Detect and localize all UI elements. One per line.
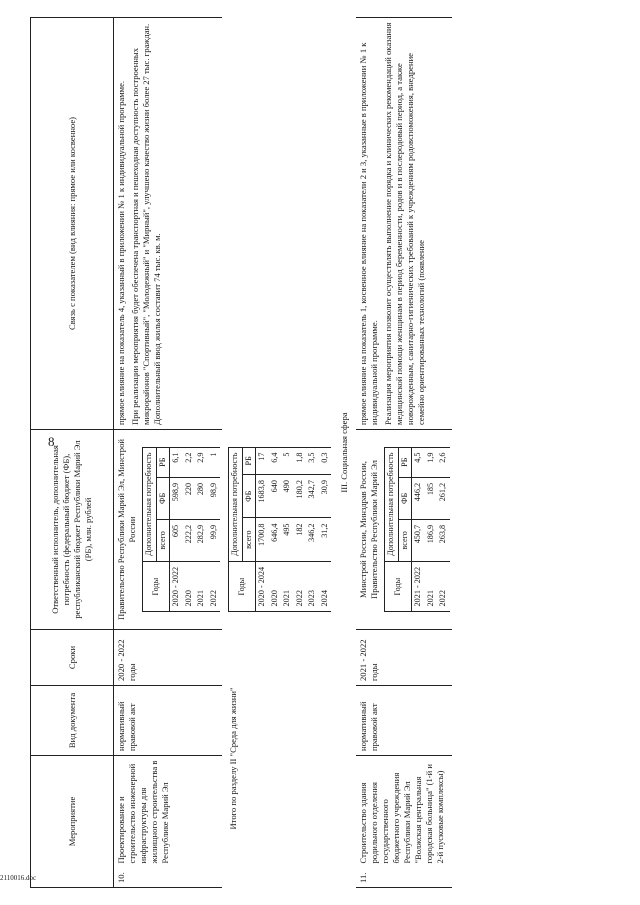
fund-rb: 4,5 — [412, 447, 425, 477]
fund-header-rb: РБ — [398, 447, 412, 477]
section-3-row — [333, 18, 356, 888]
fund-row — [437, 447, 450, 612]
header-activity: Мероприятие — [31, 756, 114, 888]
table-row-11 — [356, 18, 452, 888]
row10-executor-cell — [114, 430, 223, 630]
fund-year: 2022 — [437, 561, 450, 612]
row11-relation-p2: Реализация мероприятия позволит осуществлять выполнение порядка и клинических рекомендаций оказания медицинской помощи женщинам в период беременности, родов и в послеродовый период, а также новорожденным, санитарно-гигиенических требований к учреждениям родовспоможения, внедрение семейно ориентированных технологий (появление — [383, 22, 426, 425]
row11-funding-table — [384, 447, 450, 613]
row10-funding-table — [142, 447, 220, 613]
row11-executor-cell — [356, 430, 452, 630]
fund-header-years: Годы — [385, 561, 412, 612]
fund-header-need: Дополнительная потребность — [229, 447, 243, 561]
fund-year: 2020 — [269, 561, 282, 612]
row11-doc-type: нормативный правовой акт — [356, 686, 452, 756]
fund-rb: 6,1 — [170, 447, 183, 477]
row10-number: 10. — [114, 868, 223, 888]
itog-empty — [222, 18, 333, 430]
fund-fb: 30,9 — [319, 475, 332, 518]
row10-doc-type: нормативный правовой акт — [114, 686, 223, 756]
fund-fb: 185 — [425, 477, 438, 519]
fund-header-need: Дополнительная потребность — [385, 447, 399, 561]
fund-fb: 220 — [183, 477, 196, 519]
fund-year: 2024 — [319, 561, 332, 612]
fund-fb: 598,9 — [170, 477, 183, 519]
fund-fb: 98,9 — [208, 477, 221, 519]
header-term: Сроки — [31, 630, 114, 686]
header-executor: Ответственный исполнитель, дополнительная потребность (федеральный бюджет (ФБ), республиканский бюджет Республики Марий Эл (РБ), млн. рублей — [31, 430, 114, 630]
fund-total: 450,7 — [412, 519, 425, 561]
fund-row — [208, 447, 221, 612]
fund-year: 2023 — [306, 561, 319, 612]
fund-header-need: Дополнительная потребность — [143, 447, 157, 561]
fund-header-fb: ФБ — [398, 477, 412, 519]
row10-activity: Проектирование и строительство инженерной инфраструктуры для жилищного строительства в Республике Марий Эл — [114, 756, 223, 868]
fund-rb: 2,9 — [195, 447, 208, 477]
fund-fb: 342,7 — [306, 475, 319, 518]
fund-year: 2022 — [294, 561, 307, 612]
footer-filename: 2110016.doc — [0, 874, 37, 882]
fund-year: 2021 - 2022 — [412, 561, 425, 612]
fund-row — [183, 447, 196, 612]
fund-total: 346,2 — [306, 518, 319, 561]
fund-total: 99,9 — [208, 519, 221, 561]
table-row-10 — [114, 18, 223, 888]
fund-row — [412, 447, 425, 612]
fund-rb: 2,6 — [437, 447, 450, 477]
section-3-heading: III. Социальная сфера — [339, 412, 349, 493]
itog-funding-table — [228, 447, 331, 613]
fund-header-years: Годы — [143, 561, 170, 612]
row11-activity: Строительство здания родильного отделения государственного бюджетного учреждения Республики Марий Эл "Волжская центральная городская больница" (1-й и 2-й пусковые комплексы) — [356, 756, 452, 868]
row11-number: 11. — [356, 868, 452, 888]
rotated-table-sheet — [30, 18, 610, 888]
fund-year: 2021 — [425, 561, 438, 612]
fund-total: 1700,8 — [256, 518, 269, 561]
fund-rb: 5 — [281, 447, 294, 475]
itog-row — [222, 18, 333, 888]
fund-year: 2020 - 2022 — [170, 561, 183, 612]
row11-executor: Минстрой России, Минздрав России, Правительство Республики Марий Эл — [358, 460, 379, 599]
fund-header-total: всего — [242, 518, 256, 561]
fund-fb: 261,2 — [437, 477, 450, 519]
fund-row — [195, 447, 208, 612]
fund-total: 605 — [170, 519, 183, 561]
fund-header-total: всего — [398, 519, 412, 561]
fund-row — [425, 447, 438, 612]
fund-rb: 0,3 — [319, 447, 332, 475]
fund-rb: 1,8 — [294, 447, 307, 475]
fund-total: 646,4 — [269, 518, 282, 561]
header-relation: Связь с показателем (вид влияния: прямое или косвенное) — [31, 18, 114, 430]
fund-year: 2020 - 2024 — [256, 561, 269, 612]
fund-total: 282,9 — [195, 519, 208, 561]
fund-rb: 1,9 — [425, 447, 438, 477]
fund-row — [306, 447, 319, 612]
fund-rb: 17 — [256, 447, 269, 475]
fund-total: 222,2 — [183, 519, 196, 561]
fund-fb: 640 — [269, 475, 282, 518]
header-doc-type: Вид документа — [31, 686, 114, 756]
fund-row — [281, 447, 294, 612]
fund-row — [294, 447, 307, 612]
fund-row — [269, 447, 282, 612]
fund-total: 263,8 — [437, 519, 450, 561]
fund-header-fb: ФБ — [156, 477, 170, 519]
fund-fb: 180,2 — [294, 475, 307, 518]
fund-rb: 2,2 — [183, 447, 196, 477]
row10-relation-p1: прямое влияние на показатель 4, указанный в приложении № 1 к индивидуальной программе. — [116, 80, 126, 425]
fund-total: 182 — [294, 518, 307, 561]
fund-total: 31,2 — [319, 518, 332, 561]
itog-funding-cell — [222, 430, 333, 630]
fund-fb: 490 — [281, 475, 294, 518]
fund-year: 2021 — [195, 561, 208, 612]
program-table — [30, 17, 452, 888]
fund-total: 186,9 — [425, 519, 438, 561]
fund-fb: 1683,8 — [256, 475, 269, 518]
fund-fb: 280 — [195, 477, 208, 519]
fund-header-fb: ФБ — [242, 475, 256, 518]
fund-header-total: всего — [156, 519, 170, 561]
fund-row — [319, 447, 332, 612]
page-number: 8 — [48, 434, 55, 449]
table-header-row — [31, 18, 114, 888]
row10-executor: Правительство Республики Марий Эл, Минстрой России — [116, 439, 137, 620]
fund-header-rb: РБ — [156, 447, 170, 477]
fund-year: 2022 — [208, 561, 221, 612]
fund-year: 2020 — [183, 561, 196, 612]
fund-year: 2021 — [281, 561, 294, 612]
itog-label: Итого по разделу II "Среда для жизни" — [228, 687, 238, 830]
fund-fb: 446,2 — [412, 477, 425, 519]
row11-relation-p1: прямое влияние на показатель 1, косвенное влияние на показатели 2 и 3, указанные в приложении № 1 к индивидуальной программе. — [358, 42, 379, 425]
row10-term: 2020 - 2022 годы — [114, 630, 223, 686]
fund-rb: 3,5 — [306, 447, 319, 475]
fund-header-years: Годы — [229, 561, 256, 612]
fund-row — [170, 447, 183, 612]
fund-row — [256, 447, 269, 612]
row10-relation-p2: При реализации мероприятия будет обеспечена транспортная и пешеходная доступность построенных микрорайонов "Спортивный", "Молодежный" и "Мирный", улучшено качество жизни более 27 тыс. граждан. Дополнительный ввод жилья составит 74 тыс. кв. м. — [130, 23, 162, 425]
fund-header-rb: РБ — [242, 447, 256, 475]
fund-rb: 6,4 — [269, 447, 282, 475]
row11-term: 2021 - 2022 годы — [356, 630, 452, 686]
fund-rb: 1 — [208, 447, 221, 477]
row10-relation — [114, 18, 223, 430]
fund-total: 495 — [281, 518, 294, 561]
row11-relation — [356, 18, 452, 430]
